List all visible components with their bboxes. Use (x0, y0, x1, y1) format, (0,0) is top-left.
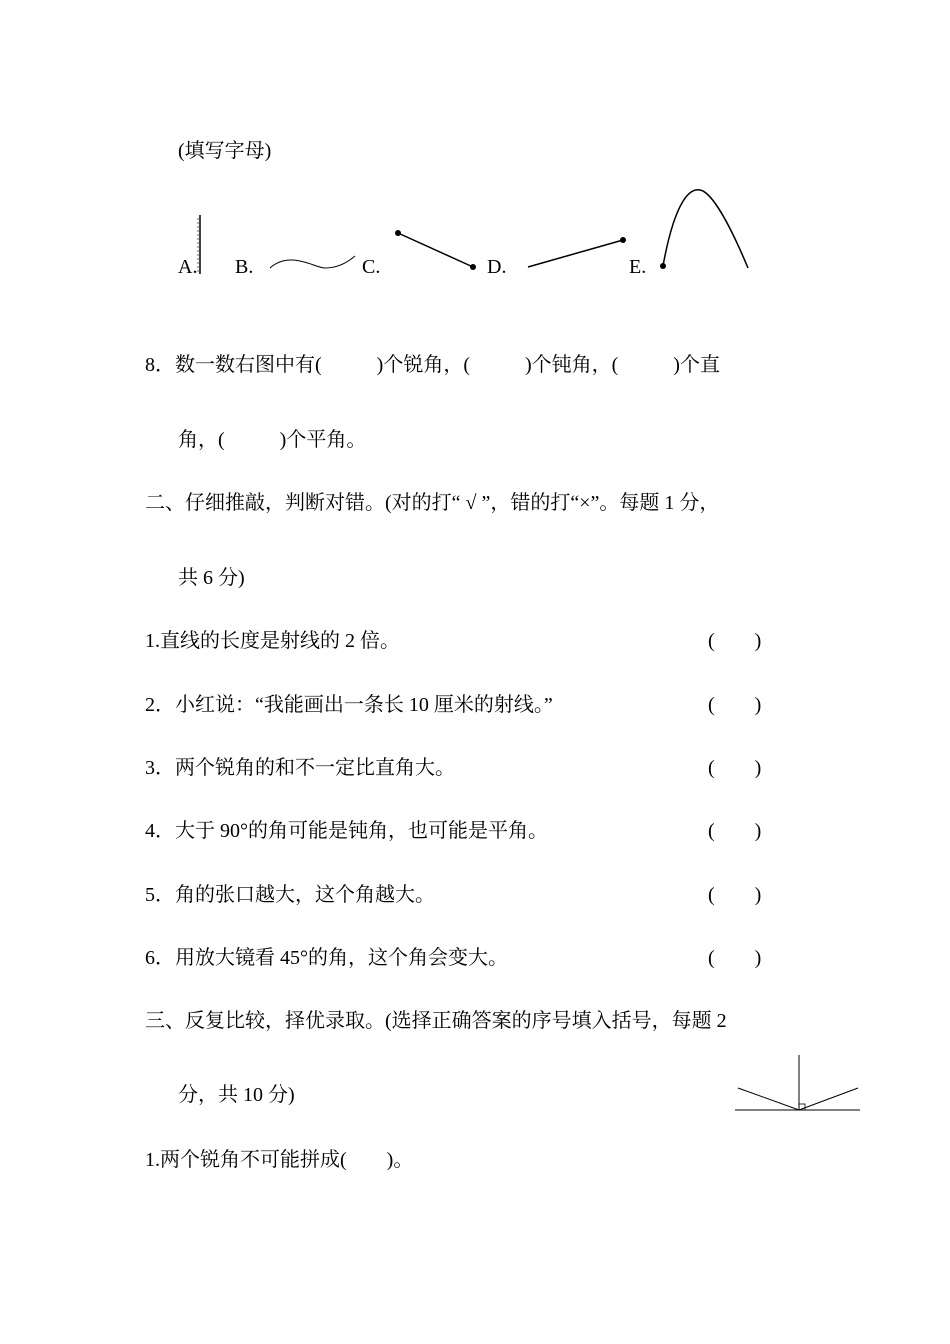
section3-title-line2: 分，共 10 分) (178, 1084, 295, 1106)
section3-q1: 1.两个锐角不可能拼成( )。 (145, 1149, 414, 1171)
q8-line2: 角，( )个平角。 (178, 429, 367, 451)
answer-paren-4[interactable]: ( ) (708, 820, 762, 842)
figure-e-arch (660, 190, 748, 269)
option-c-label: C. (362, 256, 381, 278)
hint-text: (填写字母) (178, 140, 272, 162)
section2-item-1: 1.直线的长度是射线的 2 倍。 (145, 630, 400, 652)
answer-paren-5[interactable]: ( ) (708, 884, 762, 906)
option-e-label: E. (629, 256, 647, 278)
section2-item-4: 4．大于 90°的角可能是钝角，也可能是平角。 (145, 820, 548, 842)
answer-paren-6[interactable]: ( ) (708, 947, 762, 969)
section2-item-5: 5．角的张口越大，这个角越大。 (145, 884, 435, 906)
option-b-label: B. (235, 256, 254, 278)
section2-title-line1: 二、仔细推敲，判断对错。(对的打“ √ ”，错的打“×”。每题 1 分， (145, 492, 720, 514)
section2-item-2: 2．小红说：“我能画出一条长 10 厘米的射线。” (145, 694, 553, 716)
answer-paren-2[interactable]: ( ) (708, 694, 762, 716)
angle-figure (735, 1055, 860, 1110)
answer-paren-1[interactable]: ( ) (708, 630, 762, 652)
figure-a-segment (198, 215, 200, 274)
section2-title-line2: 共 6 分) (178, 567, 245, 589)
q8-line1: 8．数一数右图中有( )个锐角，( )个钝角，( )个直 (145, 354, 720, 376)
section3-title-line1: 三、反复比较，择优录取。(选择正确答案的序号填入括号，每题 2 (145, 1010, 727, 1032)
answer-paren-3[interactable]: ( ) (708, 757, 762, 779)
figure-c-segment (395, 230, 476, 270)
figure-d-ray (528, 237, 626, 267)
section2-item-6: 6．用放大镜看 45°的角，这个角会变大。 (145, 947, 508, 969)
figure-b-curve (270, 256, 355, 268)
section2-item-3: 3．两个锐角的和不一定比直角大。 (145, 757, 455, 779)
option-a-label: A. (178, 256, 198, 278)
option-d-label: D. (487, 256, 507, 278)
